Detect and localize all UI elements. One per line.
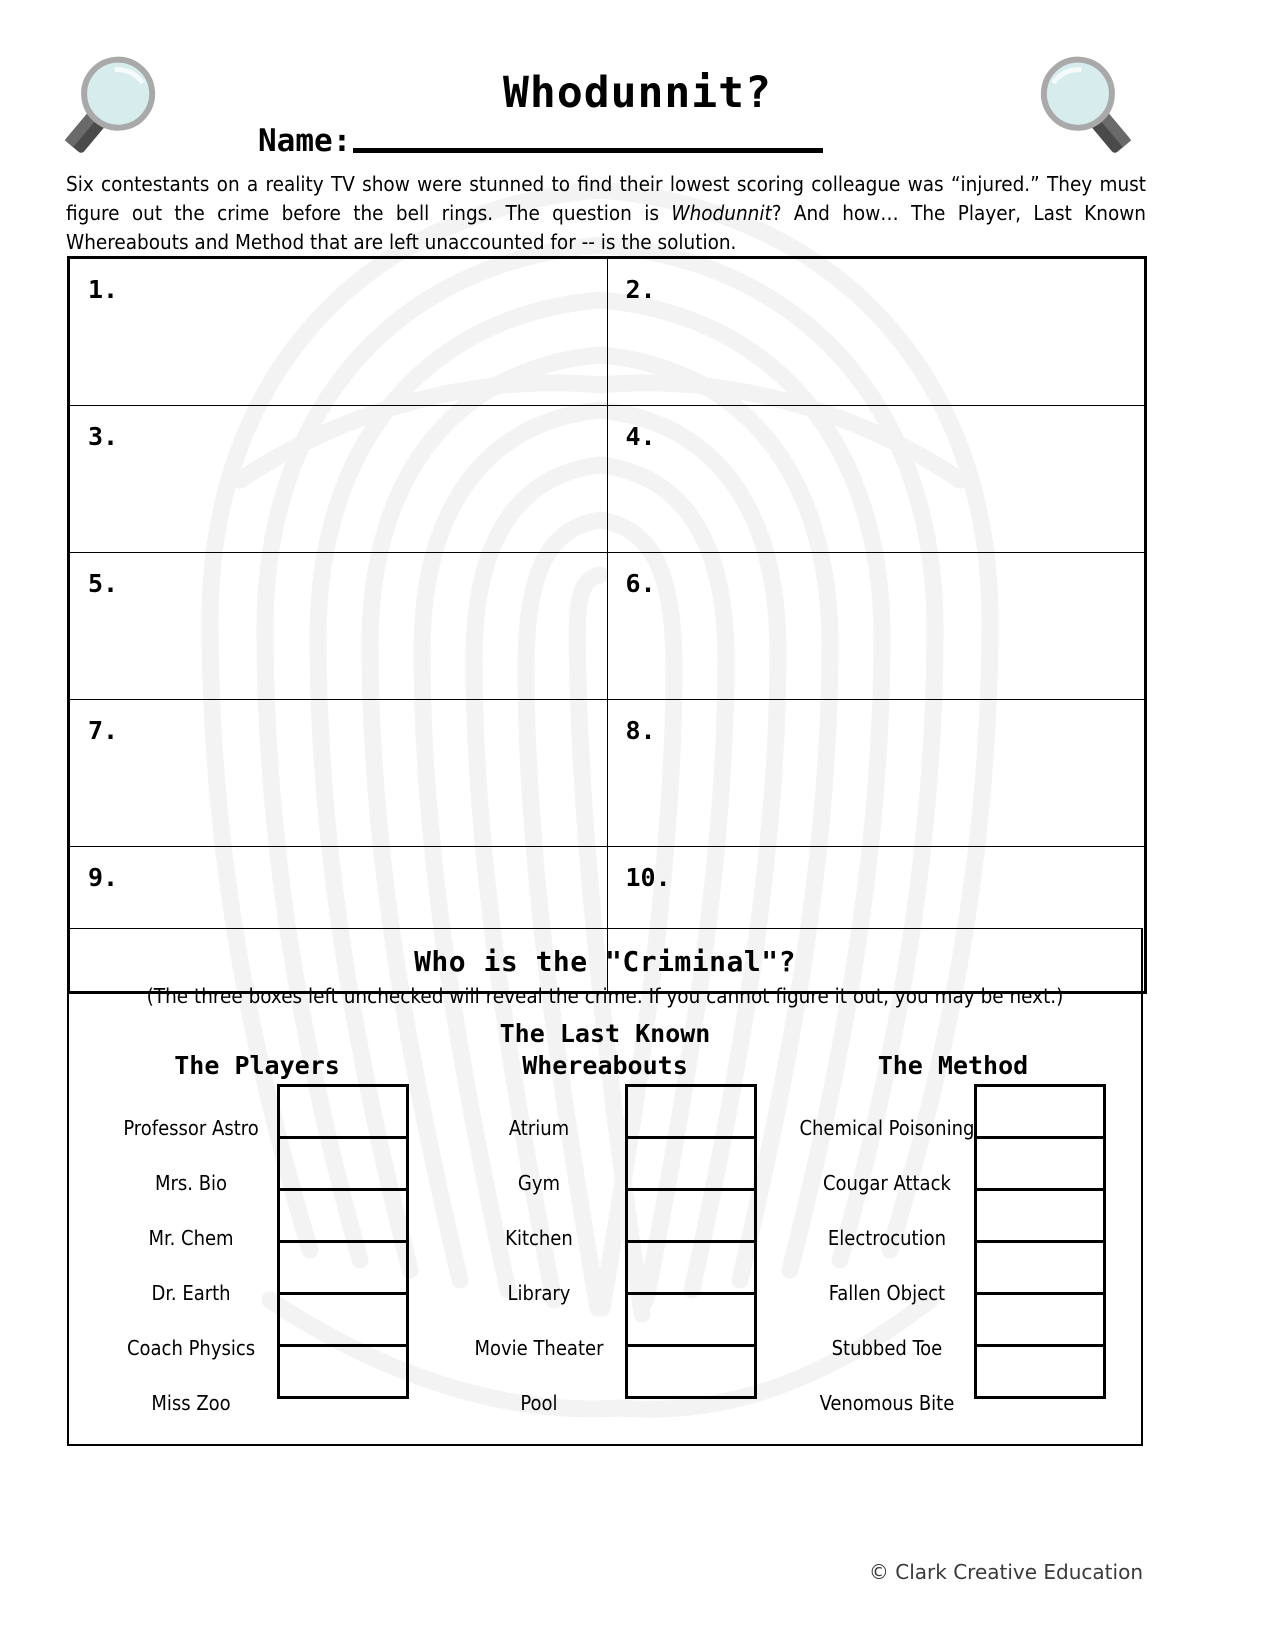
checkbox-whereabouts-6[interactable] [628, 1347, 754, 1399]
column-players [83, 1018, 431, 1430]
list-item: Atrium [508, 1115, 570, 1140]
table-row [70, 553, 1145, 700]
players-label-list [105, 1084, 277, 1430]
checkbox-method-6[interactable] [977, 1347, 1103, 1399]
checkbox-player-3[interactable] [280, 1191, 406, 1243]
answer-cell-7[interactable] [70, 700, 608, 847]
checkbox-method-3[interactable] [977, 1191, 1103, 1243]
list-item: Professor Astro [123, 1115, 259, 1140]
page-title: Whodunnit? [503, 68, 772, 118]
instructions-part1: Six contestants on a reality TV show were stunned to find their lowest scoring colleague was “injured.” They must figure out the crime before the bell rings. The question is [66, 172, 1146, 225]
list-item: Gym [517, 1170, 561, 1195]
list-item: Venomous Bite [819, 1390, 955, 1415]
checkbox-player-1[interactable] [280, 1087, 406, 1139]
answer-grid [67, 256, 1147, 994]
list-item: Coach Physics [126, 1335, 256, 1360]
list-item: Electrocution [827, 1225, 946, 1250]
checkbox-method-1[interactable] [977, 1087, 1103, 1139]
answer-cell-6[interactable] [607, 553, 1145, 700]
checkbox-whereabouts-4[interactable] [628, 1243, 754, 1295]
footer-copyright: © Clark Creative Education [868, 1560, 1143, 1584]
checkbox-whereabouts-2[interactable] [628, 1139, 754, 1191]
deduction-columns [69, 1018, 1141, 1430]
method-label-list [799, 1084, 974, 1430]
name-label: Name: [258, 123, 352, 159]
checkbox-method-4[interactable] [977, 1243, 1103, 1295]
answer-number: 3. [88, 422, 119, 451]
checkbox-method-2[interactable] [977, 1139, 1103, 1191]
checkbox-method-5[interactable] [977, 1295, 1103, 1347]
players-checkbox-column [277, 1084, 409, 1399]
answer-cell-3[interactable] [70, 406, 608, 553]
answer-cell-8[interactable] [607, 700, 1145, 847]
criminal-panel-title: Who is the "Criminal"? [414, 945, 796, 978]
checkbox-whereabouts-1[interactable] [628, 1087, 754, 1139]
table-row [70, 700, 1145, 847]
whereabouts-label-list [453, 1084, 625, 1430]
column-heading-method [878, 1018, 1029, 1082]
column-heading-players [174, 1018, 340, 1082]
answer-number: 9. [88, 863, 119, 892]
answer-number: 8. [625, 716, 656, 745]
list-item: Miss Zoo [151, 1390, 231, 1415]
list-item: Kitchen [505, 1225, 573, 1250]
table-row [70, 406, 1145, 553]
list-item: Cougar Attack [822, 1170, 951, 1195]
list-item: Stubbed Toe [831, 1335, 943, 1360]
answer-cell-5[interactable] [70, 553, 608, 700]
table-row [70, 259, 1145, 406]
list-item: Library [507, 1280, 571, 1305]
column-heading-line1: The Method [877, 1051, 1029, 1080]
list-item: Pool [520, 1390, 558, 1415]
column-heading-line1: The Last Known [499, 1019, 711, 1048]
answer-number: 1. [88, 275, 119, 304]
instructions-part2: ? And how… The Player, Last Known Whereabouts and Method that are left unaccounted for -- is the solution. [66, 201, 1146, 254]
column-heading-line1: The Players [174, 1051, 340, 1080]
list-item: Mrs. Bio [154, 1170, 228, 1195]
answer-number: 6. [625, 569, 656, 598]
checkbox-player-2[interactable] [280, 1139, 406, 1191]
instructions-paragraph [66, 170, 1146, 257]
column-body-whereabouts [431, 1084, 779, 1430]
column-whereabouts [431, 1018, 779, 1430]
column-body-method [779, 1084, 1127, 1430]
criminal-panel [67, 928, 1143, 1446]
name-input-line[interactable] [353, 148, 823, 153]
column-method [779, 1018, 1127, 1430]
answer-number: 4. [625, 422, 656, 451]
list-item: Dr. Earth [151, 1280, 231, 1305]
list-item: Fallen Object [828, 1280, 946, 1305]
name-field-row [258, 123, 823, 159]
list-item: Chemical Poisoning [799, 1115, 975, 1140]
checkbox-player-4[interactable] [280, 1243, 406, 1295]
page-header [0, 0, 1275, 180]
answer-number: 5. [88, 569, 119, 598]
answer-cell-4[interactable] [607, 406, 1145, 553]
column-body-players [83, 1084, 431, 1430]
checkbox-player-5[interactable] [280, 1295, 406, 1347]
column-heading-whereabouts [500, 1018, 711, 1082]
answer-number: 2. [625, 275, 656, 304]
column-heading-line2: Whereabouts [522, 1051, 688, 1080]
checkbox-whereabouts-5[interactable] [628, 1295, 754, 1347]
answer-number: 10. [625, 863, 671, 892]
criminal-panel-subtitle: (The three boxes left unchecked will reveal the crime. If you cannot figure it out, you may be next.) [146, 984, 1064, 1008]
instructions-emphasis: Whodunnit [671, 201, 772, 225]
answer-cell-1[interactable] [70, 259, 608, 406]
whereabouts-checkbox-column [625, 1084, 757, 1399]
list-item: Movie Theater [474, 1335, 604, 1360]
list-item: Mr. Chem [148, 1225, 234, 1250]
answer-number: 7. [88, 716, 119, 745]
checkbox-whereabouts-3[interactable] [628, 1191, 754, 1243]
checkbox-player-6[interactable] [280, 1347, 406, 1399]
method-checkbox-column [974, 1084, 1106, 1399]
answer-cell-2[interactable] [607, 259, 1145, 406]
